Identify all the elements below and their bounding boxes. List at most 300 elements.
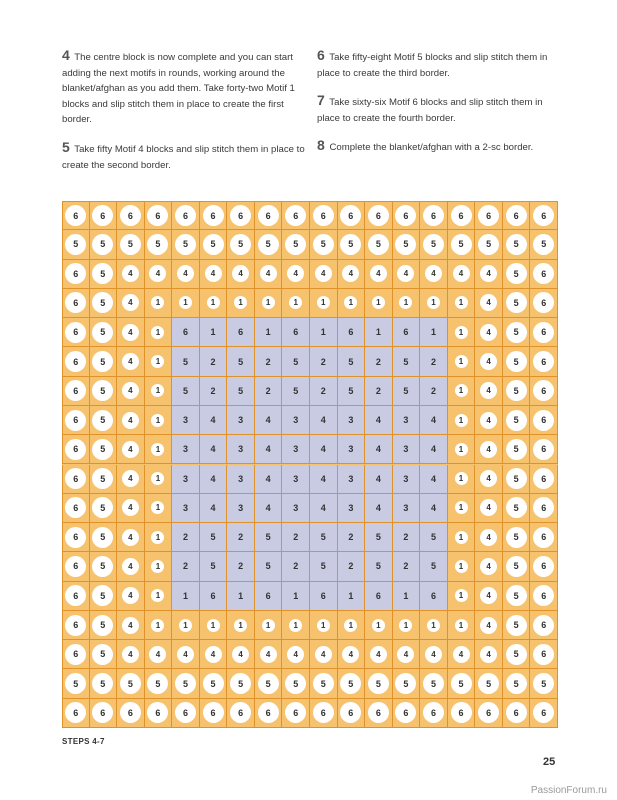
motif-number: 1 [317, 619, 330, 632]
motif-number: 6 [147, 205, 168, 226]
motif-cell-5 [62, 669, 90, 698]
motif-number: 5 [506, 234, 527, 255]
motif-cell-2 [282, 523, 310, 552]
motif-number: 5 [368, 234, 389, 255]
motif-cell-2 [172, 552, 200, 581]
motif-number: 5 [120, 673, 141, 694]
motif-number: 1 [207, 619, 220, 632]
motif-cell-5 [227, 347, 255, 376]
motif-number: 4 [210, 444, 216, 455]
motif-number: 6 [65, 410, 86, 431]
motif-cell-5 [503, 494, 531, 523]
motif-cell-4 [475, 494, 503, 523]
motif-number: 6 [92, 702, 113, 723]
motif-number: 5 [506, 497, 527, 518]
motif-cell-5 [530, 230, 558, 259]
motif-cell-2 [420, 377, 448, 406]
figure-caption: STEPS 4-7 [62, 737, 105, 746]
motif-cell-6 [338, 318, 366, 347]
motif-number: 4 [320, 473, 326, 484]
motif-cell-4 [338, 260, 366, 289]
motif-number: 1 [207, 296, 220, 309]
motif-number: 3 [182, 444, 188, 455]
motif-number: 6 [533, 263, 554, 284]
motif-number: 1 [234, 619, 247, 632]
motif-cell-2 [200, 347, 228, 376]
motif-cell-1 [145, 582, 173, 611]
motif-cell-4 [117, 552, 145, 581]
motif-cell-1 [420, 318, 448, 347]
motif-number: 6 [147, 702, 168, 723]
motif-cell-6 [172, 318, 200, 347]
motif-number: 6 [451, 205, 472, 226]
motif-cell-4 [365, 260, 393, 289]
motif-cell-2 [255, 377, 283, 406]
motif-number: 4 [480, 294, 497, 311]
motif-number: 5 [92, 410, 113, 431]
motif-number: 1 [238, 590, 244, 601]
motif-cell-5 [255, 669, 283, 698]
motif-cell-5 [282, 377, 310, 406]
motif-cell-5 [503, 669, 531, 698]
motif-cell-1 [145, 318, 173, 347]
motif-cell-1 [145, 435, 173, 464]
motif-number: 5 [320, 561, 326, 572]
motif-cell-6 [310, 201, 338, 230]
motif-number: 1 [344, 619, 357, 632]
motif-number: 4 [430, 444, 436, 455]
motif-number: 4 [287, 265, 304, 282]
motif-number: 6 [65, 702, 86, 723]
motif-number: 5 [506, 644, 527, 665]
motif-number: 5 [92, 556, 113, 577]
motif-number: 1 [289, 296, 302, 309]
motif-cell-6 [530, 318, 558, 347]
motif-cell-5 [90, 318, 118, 347]
motif-number: 4 [480, 529, 497, 546]
motif-number: 2 [430, 385, 436, 396]
motif-number: 4 [210, 473, 216, 484]
motif-number: 5 [147, 234, 168, 255]
motif-cell-4 [475, 465, 503, 494]
motif-cell-1 [393, 611, 421, 640]
motif-number: 5 [403, 385, 409, 396]
motif-cell-4 [475, 318, 503, 347]
motif-cell-6 [62, 289, 90, 318]
motif-cell-5 [90, 406, 118, 435]
motif-number: 4 [480, 499, 497, 516]
motif-number: 1 [455, 355, 468, 368]
motif-cell-3 [282, 494, 310, 523]
motif-cell-5 [503, 523, 531, 552]
motif-cell-3 [393, 465, 421, 494]
motif-number: 2 [293, 532, 299, 543]
motif-number: 5 [175, 673, 196, 694]
motif-number: 3 [403, 473, 409, 484]
motif-cell-6 [420, 582, 448, 611]
motif-number: 6 [285, 702, 306, 723]
motif-number: 4 [177, 646, 194, 663]
motif-cell-6 [448, 699, 476, 728]
motif-number: 4 [265, 502, 271, 513]
motif-number: 5 [506, 439, 527, 460]
motif-number: 3 [182, 415, 188, 426]
step-8 [317, 138, 567, 156]
motif-cell-6 [227, 318, 255, 347]
motif-cell-6 [62, 640, 90, 669]
motif-cell-1 [448, 289, 476, 318]
motif-number: 6 [182, 327, 188, 338]
motif-number: 6 [348, 327, 354, 338]
motif-number: 6 [375, 590, 381, 601]
motif-number: 6 [533, 439, 554, 460]
motif-number: 4 [480, 441, 497, 458]
motif-cell-6 [393, 201, 421, 230]
motif-number: 6 [533, 410, 554, 431]
motif-number: 6 [533, 468, 554, 489]
motif-number: 6 [65, 380, 86, 401]
steps-left-column [62, 48, 312, 185]
motif-cell-1 [365, 611, 393, 640]
motif-cell-1 [200, 611, 228, 640]
motif-cell-1 [420, 289, 448, 318]
motif-number: 1 [151, 296, 164, 309]
motif-cell-1 [338, 289, 366, 318]
motif-cell-3 [227, 435, 255, 464]
motif-number: 1 [427, 619, 440, 632]
motif-cell-1 [338, 582, 366, 611]
motif-cell-1 [365, 289, 393, 318]
motif-number: 6 [423, 702, 444, 723]
motif-cell-4 [117, 494, 145, 523]
motif-number: 4 [480, 324, 497, 341]
motif-cell-4 [200, 465, 228, 494]
motif-number: 1 [151, 531, 164, 544]
motif-number: 5 [120, 234, 141, 255]
motif-cell-2 [393, 523, 421, 552]
motif-cell-6 [145, 201, 173, 230]
motif-cell-2 [338, 523, 366, 552]
page-number: 25 [543, 756, 556, 768]
motif-cell-3 [227, 406, 255, 435]
motif-number: 5 [285, 673, 306, 694]
motif-cell-4 [200, 640, 228, 669]
motif-cell-6 [62, 347, 90, 376]
motif-number: 5 [258, 673, 279, 694]
motif-number: 3 [293, 502, 299, 513]
motif-number: 4 [397, 265, 414, 282]
motif-cell-6 [62, 201, 90, 230]
motif-cell-1 [145, 377, 173, 406]
motif-cell-5 [62, 230, 90, 259]
motif-cell-5 [503, 640, 531, 669]
motif-number: 6 [65, 468, 86, 489]
motif-cell-1 [448, 406, 476, 435]
motif-number: 1 [399, 296, 412, 309]
motif-number: 4 [287, 646, 304, 663]
motif-cell-6 [200, 699, 228, 728]
motif-number: 6 [533, 292, 554, 313]
motif-cell-5 [90, 435, 118, 464]
motif-number: 4 [122, 382, 139, 399]
motif-number: 5 [375, 532, 381, 543]
motif-number: 6 [533, 527, 554, 548]
motif-number: 6 [65, 527, 86, 548]
motif-cell-1 [338, 611, 366, 640]
motif-number: 1 [151, 472, 164, 485]
motif-number: 2 [430, 356, 436, 367]
motif-number: 4 [122, 324, 139, 341]
motif-number: 3 [182, 502, 188, 513]
motif-number: 6 [293, 327, 299, 338]
motif-number: 4 [232, 265, 249, 282]
motif-number: 1 [399, 619, 412, 632]
motif-number: 2 [182, 532, 188, 543]
motif-number: 6 [65, 644, 86, 665]
step-text: Complete the blanket/afghan with a 2-sc border. [329, 142, 534, 154]
motif-number: 1 [151, 326, 164, 339]
motif-number: 6 [320, 590, 326, 601]
motif-number: 1 [455, 326, 468, 339]
motif-cell-3 [172, 494, 200, 523]
motif-cell-5 [503, 347, 531, 376]
motif-number: 6 [533, 205, 554, 226]
motif-number: 5 [506, 615, 527, 636]
motif-cell-4 [310, 494, 338, 523]
motif-cell-1 [145, 465, 173, 494]
motif-number: 4 [430, 502, 436, 513]
motif-number: 5 [293, 385, 299, 396]
motif-cell-4 [282, 640, 310, 669]
motif-number: 4 [205, 646, 222, 663]
motif-number: 3 [403, 415, 409, 426]
motif-number: 3 [403, 502, 409, 513]
step-text: Take fifty Motif 4 blocks and slip stitch them in place to create the second border. [62, 143, 305, 171]
motif-number: 6 [368, 702, 389, 723]
motif-number: 1 [375, 327, 381, 338]
motif-number: 5 [506, 380, 527, 401]
motif-cell-4 [420, 640, 448, 669]
motif-cell-4 [117, 289, 145, 318]
motif-cell-5 [338, 347, 366, 376]
motif-number: 4 [453, 265, 470, 282]
motif-number: 3 [182, 473, 188, 484]
motif-number: 5 [451, 234, 472, 255]
motif-cell-3 [172, 465, 200, 494]
motif-cell-4 [117, 406, 145, 435]
motif-cell-6 [530, 406, 558, 435]
motif-number: 5 [403, 356, 409, 367]
motif-cell-4 [420, 465, 448, 494]
motif-cell-2 [200, 377, 228, 406]
motif-cell-6 [255, 699, 283, 728]
motif-cell-4 [420, 435, 448, 464]
motif-cell-1 [448, 611, 476, 640]
motif-cell-4 [420, 260, 448, 289]
motif-cell-5 [227, 669, 255, 698]
motif-number: 4 [315, 265, 332, 282]
motif-number: 3 [238, 473, 244, 484]
motif-cell-5 [90, 494, 118, 523]
motif-number: 4 [375, 415, 381, 426]
motif-cell-6 [62, 435, 90, 464]
motif-number: 4 [480, 382, 497, 399]
motif-cell-6 [338, 699, 366, 728]
motif-cell-5 [393, 669, 421, 698]
motif-cell-4 [475, 260, 503, 289]
motif-cell-5 [172, 347, 200, 376]
motif-cell-2 [310, 347, 338, 376]
motif-number: 1 [455, 384, 468, 397]
motif-cell-5 [475, 230, 503, 259]
motif-number: 1 [293, 590, 299, 601]
motif-number: 5 [395, 673, 416, 694]
motif-cell-6 [530, 201, 558, 230]
motif-cell-4 [117, 465, 145, 494]
motif-cell-5 [338, 377, 366, 406]
motif-number: 2 [403, 532, 409, 543]
motif-number: 6 [230, 205, 251, 226]
motif-number: 5 [147, 673, 168, 694]
motif-number: 1 [151, 414, 164, 427]
motif-cell-5 [338, 230, 366, 259]
motif-cell-2 [310, 377, 338, 406]
motif-number: 1 [455, 296, 468, 309]
motif-cell-4 [448, 640, 476, 669]
motif-cell-6 [420, 201, 448, 230]
motif-number: 6 [65, 322, 86, 343]
motif-number: 6 [203, 205, 224, 226]
motif-number: 6 [533, 380, 554, 401]
motif-cell-1 [145, 611, 173, 640]
motif-number: 4 [342, 646, 359, 663]
motif-cell-3 [338, 494, 366, 523]
motif-cell-1 [448, 465, 476, 494]
motif-cell-5 [503, 377, 531, 406]
motif-cell-6 [145, 699, 173, 728]
motif-cell-6 [227, 699, 255, 728]
motif-cell-4 [310, 465, 338, 494]
motif-cell-4 [475, 640, 503, 669]
motif-number: 4 [122, 529, 139, 546]
motif-number: 6 [258, 205, 279, 226]
motif-cell-5 [365, 669, 393, 698]
motif-cell-6 [530, 611, 558, 640]
motif-cell-4 [338, 640, 366, 669]
motif-cell-4 [365, 640, 393, 669]
motif-number: 4 [375, 444, 381, 455]
motif-number: 5 [265, 561, 271, 572]
motif-cell-5 [90, 465, 118, 494]
motif-number: 6 [65, 263, 86, 284]
motif-number: 6 [175, 702, 196, 723]
motif-cell-6 [200, 201, 228, 230]
motif-number: 5 [265, 532, 271, 543]
motif-number: 4 [375, 502, 381, 513]
motif-cell-1 [310, 611, 338, 640]
motif-cell-5 [503, 465, 531, 494]
motif-number: 4 [453, 646, 470, 663]
motif-cell-6 [530, 523, 558, 552]
motif-cell-3 [393, 435, 421, 464]
motif-number: 1 [455, 619, 468, 632]
motif-cell-6 [310, 699, 338, 728]
motif-number: 4 [122, 353, 139, 370]
motif-cell-4 [117, 611, 145, 640]
motif-number: 6 [120, 702, 141, 723]
motif-number: 2 [210, 356, 216, 367]
motif-number: 4 [149, 646, 166, 663]
motif-cell-6 [282, 699, 310, 728]
motif-cell-6 [530, 260, 558, 289]
motif-cell-2 [338, 552, 366, 581]
motif-cell-5 [90, 260, 118, 289]
motif-cell-4 [172, 640, 200, 669]
motif-cell-5 [503, 260, 531, 289]
motif-number: 4 [375, 473, 381, 484]
motif-cell-5 [393, 377, 421, 406]
motif-number: 1 [455, 501, 468, 514]
step-number: 6 [317, 47, 325, 63]
motif-number: 6 [533, 351, 554, 372]
motif-cell-4 [117, 347, 145, 376]
motif-number: 5 [506, 410, 527, 431]
motif-number: 2 [238, 561, 244, 572]
motif-cell-5 [365, 552, 393, 581]
motif-cell-1 [172, 289, 200, 318]
motif-cell-6 [62, 406, 90, 435]
motif-number: 6 [65, 585, 86, 606]
step-5 [62, 140, 312, 173]
motif-cell-6 [282, 201, 310, 230]
motif-number: 4 [480, 470, 497, 487]
motif-number: 1 [151, 355, 164, 368]
step-text: Take fifty-eight Motif 5 blocks and slip stitch them in place to create the third border. [317, 52, 548, 79]
motif-number: 5 [175, 234, 196, 255]
motif-number: 5 [430, 561, 436, 572]
motif-number: 5 [92, 644, 113, 665]
motif-cell-5 [365, 230, 393, 259]
motif-number: 3 [238, 444, 244, 455]
motif-cell-1 [420, 611, 448, 640]
motif-number: 5 [320, 532, 326, 543]
step-number: 4 [62, 47, 70, 63]
motif-number: 5 [230, 234, 251, 255]
motif-cell-6 [475, 201, 503, 230]
motif-number: 1 [179, 619, 192, 632]
motif-cell-5 [393, 347, 421, 376]
motif-cell-5 [503, 230, 531, 259]
motif-number: 5 [430, 532, 436, 543]
motif-cell-4 [117, 435, 145, 464]
motif-number: 4 [480, 558, 497, 575]
motif-number: 6 [65, 615, 86, 636]
motif-cell-4 [475, 406, 503, 435]
motif-number: 5 [92, 497, 113, 518]
motif-cell-5 [200, 523, 228, 552]
motif-cell-5 [420, 669, 448, 698]
motif-number: 5 [92, 322, 113, 343]
motif-cell-3 [338, 406, 366, 435]
motif-cell-5 [90, 347, 118, 376]
motif-cell-6 [227, 201, 255, 230]
motif-cell-1 [172, 582, 200, 611]
motif-cell-4 [365, 494, 393, 523]
motif-cell-5 [200, 230, 228, 259]
motif-cell-4 [117, 260, 145, 289]
motif-number: 4 [122, 470, 139, 487]
motif-cell-6 [62, 552, 90, 581]
